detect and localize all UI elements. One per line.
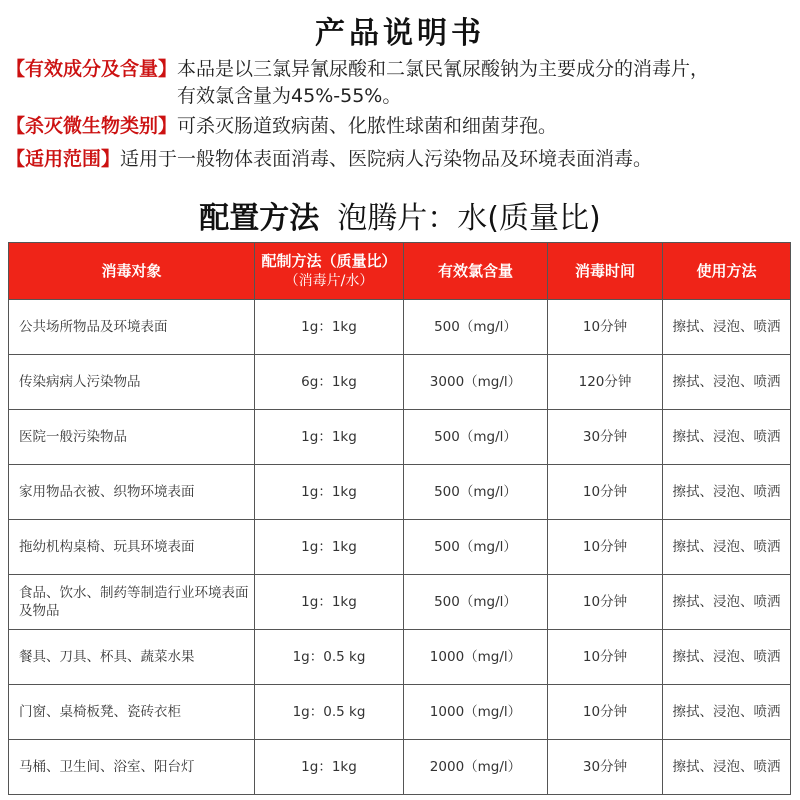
cell-time: 10分钟 [548,575,663,630]
info-scope [6,146,796,173]
cell-object: 马桶、卫生间、浴室、阳台灯 [9,740,255,795]
cell-object: 传染病病人污染物品 [9,355,255,410]
cell-ratio: 1g：1kg [255,300,404,355]
header-time [548,243,663,300]
page-title: 产品说明书 [315,16,485,51]
table-row [9,575,791,630]
cell-time: 30分钟 [548,740,663,795]
cell-object: 门窗、桌椅板凳、瓷砖衣柜 [9,685,255,740]
header-method [663,243,791,300]
section-subtitle [0,193,800,237]
cell-method: 擦拭、浸泡、喷洒 [663,300,791,355]
table-row [9,465,791,520]
cell-chlorine: 1000（mg/l） [404,685,548,740]
cell-time: 10分钟 [548,520,663,575]
cell-method: 擦拭、浸泡、喷洒 [663,355,791,410]
cell-ratio: 1g：0.5 kg [255,630,404,685]
cell-ratio: 1g：1kg [255,575,404,630]
cell-method: 擦拭、浸泡、喷洒 [663,685,791,740]
cell-method: 擦拭、浸泡、喷洒 [663,740,791,795]
cell-method: 擦拭、浸泡、喷洒 [663,410,791,465]
subtitle-main: 配置方法 [199,201,320,236]
header-ratio-label: 配制方法（质量比） [261,252,397,270]
cell-method: 擦拭、浸泡、喷洒 [663,520,791,575]
cell-object: 餐具、刀具、杯具、蔬菜水果 [9,630,255,685]
cell-time: 10分钟 [548,630,663,685]
cell-chlorine: 500（mg/l） [404,300,548,355]
info-microbes-content: 可杀灭肠道致病菌、化脓性球菌和细菌芽孢。 [177,115,558,137]
header-ratio [255,243,404,300]
info-ingredients-line-2: 有效氯含量为45%-55%。 [177,85,402,107]
table-row [9,520,791,575]
info-ingredients-line-1: 本品是以三氯异氰尿酸和二氯民氰尿酸钠为主要成分的消毒片， [177,58,710,80]
table-row [9,685,791,740]
info-microbes-label: 【杀灭微生物类别】 [6,115,178,137]
cell-method: 擦拭、浸泡、喷洒 [663,575,791,630]
info-scope-content: 适用于一般物体表面消毒、医院病人污染物品及环境表面消毒。 [120,148,653,170]
table-row [9,740,791,795]
info-ingredients [6,56,796,110]
info-scope-label: 【适用范围】 [6,148,121,170]
cell-object: 医院一般污染物品 [9,410,255,465]
cell-chlorine: 500（mg/l） [404,465,548,520]
cell-chlorine: 500（mg/l） [404,410,548,465]
cell-chlorine: 3000（mg/l） [404,355,548,410]
subtitle-note: 泡腾片：水(质量比) [337,201,601,236]
header-ratio-sub: （消毒片/水） [284,273,374,289]
cell-ratio: 1g：1kg [255,410,404,465]
cell-time: 120分钟 [548,355,663,410]
cell-object: 公共场所物品及环境表面 [9,300,255,355]
info-ingredients-label: 【有效成分及含量】 [6,58,178,80]
cell-time: 30分钟 [548,410,663,465]
table-header-row [9,243,791,300]
cell-ratio: 1g：1kg [255,465,404,520]
cell-time: 10分钟 [548,465,663,520]
cell-time: 10分钟 [548,300,663,355]
cell-object: 家用物品衣被、织物环境表面 [9,465,255,520]
table-row [9,410,791,465]
cell-method: 擦拭、浸泡、喷洒 [663,465,791,520]
header-object [9,243,255,300]
cell-object: 食品、饮水、制药等制造行业环境表面及物品 [9,575,255,630]
info-ingredients-content [177,56,709,110]
cell-time: 10分钟 [548,685,663,740]
cell-ratio: 6g：1kg [255,355,404,410]
header-chlorine-label: 有效氯含量 [437,262,513,280]
cell-method: 擦拭、浸泡、喷洒 [663,630,791,685]
cell-chlorine: 500（mg/l） [404,575,548,630]
cell-chlorine: 1000（mg/l） [404,630,548,685]
info-microbes [6,113,796,140]
header-method-label: 使用方法 [696,262,757,280]
cell-ratio: 1g：0.5 kg [255,685,404,740]
cell-ratio: 1g：1kg [255,520,404,575]
dosage-table [8,242,791,795]
cell-chlorine: 500（mg/l） [404,520,548,575]
header-object-label: 消毒对象 [101,262,162,280]
table-row [9,630,791,685]
table-row [9,355,791,410]
cell-object: 拖幼机构桌椅、玩具环境表面 [9,520,255,575]
table-body [9,300,791,795]
header-chlorine [404,243,548,300]
cell-ratio: 1g：1kg [255,740,404,795]
header-time-label: 消毒时间 [574,262,635,280]
cell-chlorine: 2000（mg/l） [404,740,548,795]
table-row [9,300,791,355]
